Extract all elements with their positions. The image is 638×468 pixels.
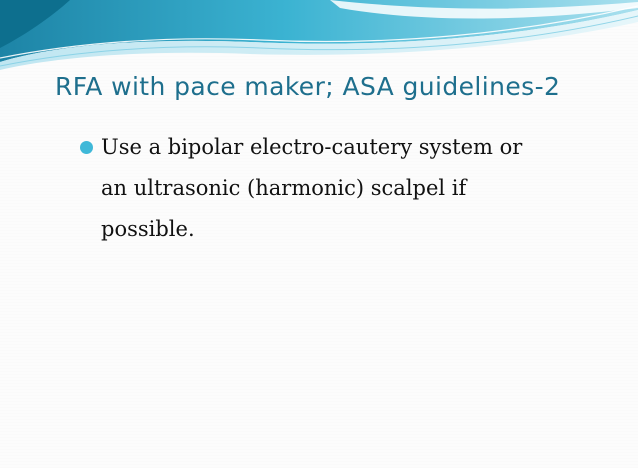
slide-body: [78, 127, 548, 250]
bullet-text: Use a bipolar electro-cautery system or an ultrasonic (harmonic) scalpel if possible.: [101, 135, 523, 241]
header-swoosh-decoration: [0, 0, 638, 80]
bullet-item: [78, 127, 548, 250]
slide-title: RFA with pace maker; ASA guidelines-2: [55, 72, 561, 101]
bullet-dot-icon: [80, 141, 93, 154]
